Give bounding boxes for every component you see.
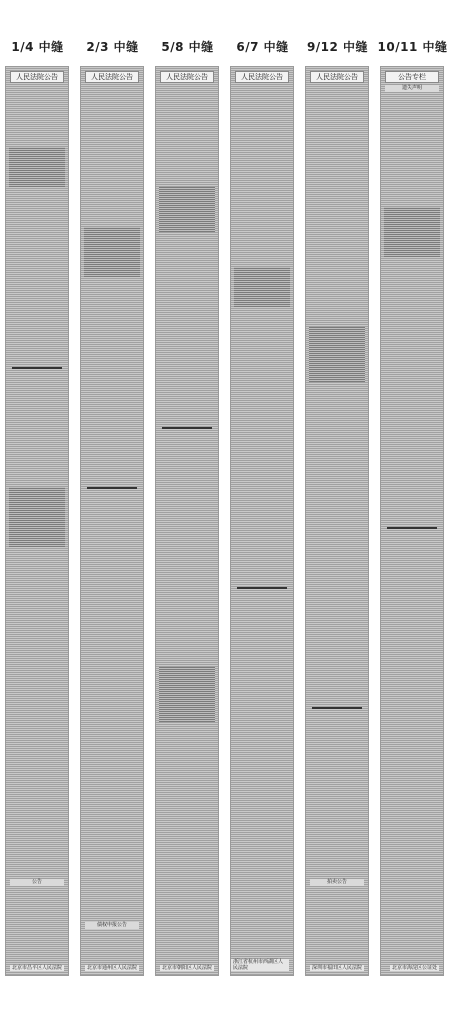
column-label-6: 10/11 中缝 [377, 40, 448, 54]
column-label-4: 6/7 中缝 [236, 40, 289, 54]
column-strip-1 [5, 66, 69, 976]
column-footer: 北京市朝阳区人民法院 [161, 965, 212, 971]
column-header: 人民法院公告 [235, 71, 289, 83]
notice-text-block [309, 327, 365, 382]
column-header: 公告专栏 [385, 71, 439, 83]
column-labels [0, 0, 450, 60]
section-title: 债权申报公告 [85, 922, 139, 929]
column-label-1: 1/4 中缝 [11, 40, 64, 54]
column-label-3: 5/8 中缝 [161, 40, 214, 54]
notice-text-block [159, 187, 215, 232]
column-header: 人民法院公告 [85, 71, 139, 83]
column-strip-2 [80, 66, 144, 976]
section-divider [12, 367, 62, 369]
section-divider [87, 487, 137, 489]
column-label-5: 9/12 中缝 [306, 40, 369, 54]
notice-text-block [234, 267, 290, 307]
column-strip-3 [155, 66, 219, 976]
column-footer: 北京市海淀区公证处 [391, 965, 437, 971]
column-footer: 北京市昌平区人民法院 [11, 965, 62, 971]
column-header: 人民法院公告 [10, 71, 64, 83]
newspaper-columns [0, 66, 450, 1016]
column-strip-5 [305, 66, 369, 976]
column-strip-6 [380, 66, 444, 976]
column-label-2: 2/3 中缝 [86, 40, 139, 54]
column-footer: 北京市通州区人民法院 [86, 965, 137, 971]
notice-text-block [84, 227, 140, 277]
section-divider [237, 587, 287, 589]
notice-text-block [9, 487, 65, 547]
notice-text-block [159, 667, 215, 722]
column-footer: 深圳市福田区人民法院 [311, 965, 362, 971]
section-title: 遗失声明 [385, 85, 439, 92]
column-footer: 浙江省杭州市西湖区人民法院 [231, 959, 289, 971]
section-title: 拍卖公告 [310, 879, 364, 886]
column-strip-4 [230, 66, 294, 976]
notice-text-block [9, 147, 65, 187]
column-header: 人民法院公告 [310, 71, 364, 83]
notice-text-block [384, 207, 440, 257]
section-title: 公告 [10, 879, 64, 886]
section-divider [162, 427, 212, 429]
section-divider [312, 707, 362, 709]
column-header: 人民法院公告 [160, 71, 214, 83]
section-divider [387, 527, 437, 529]
